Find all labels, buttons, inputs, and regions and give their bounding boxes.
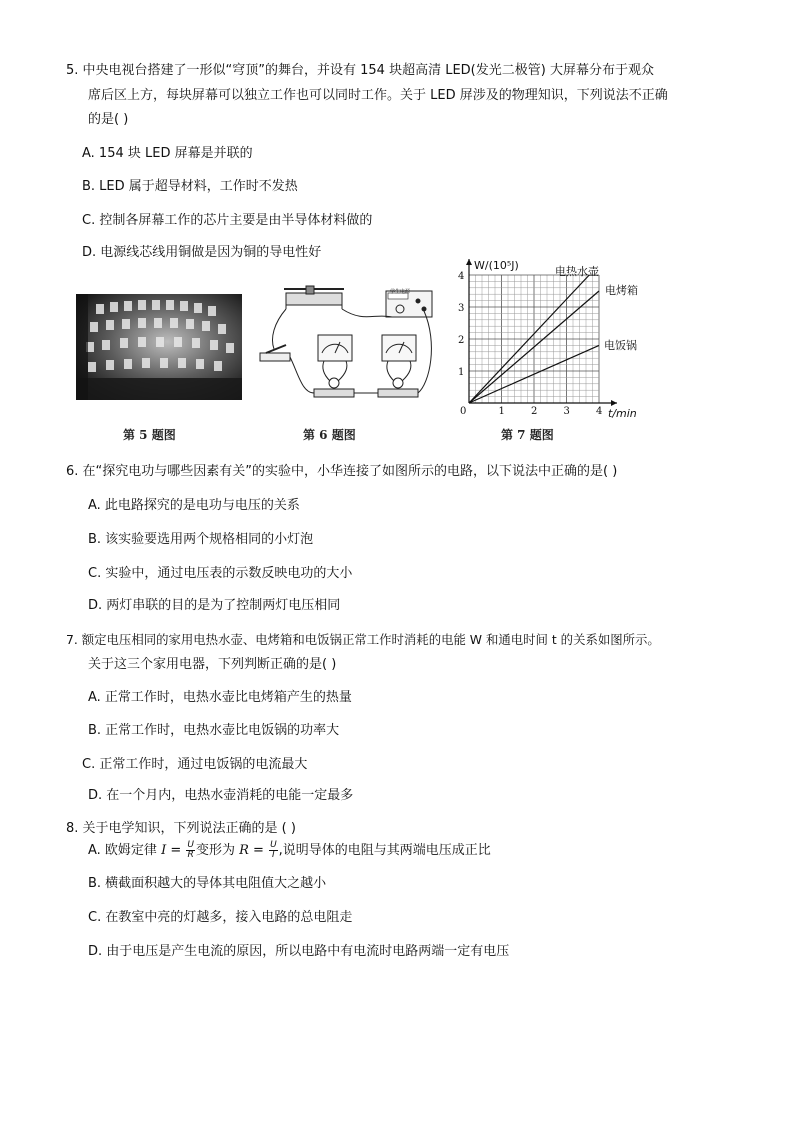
fig7-caption: 第 7 题图 xyxy=(501,428,554,442)
x-tick-label: 0 xyxy=(460,406,467,417)
chart-ylabel: W/(10⁵J) xyxy=(474,259,519,272)
q6-option-b: B. 该实验要选用两个规格相同的小灯泡 xyxy=(88,532,314,547)
q8-a-var-i: I xyxy=(161,843,167,858)
q8-stem: 8. 关于电学知识，下列说法正确的是 ( ) xyxy=(66,821,296,836)
q5-stem-line3: 的是( ) xyxy=(88,112,129,127)
q5-stem-line2: 席后区上方，每块屏幕可以独立工作也可以同时工作。关于 LED 屏涉及的物理知识，下列说法不正确 xyxy=(88,88,668,103)
q6-stem: 6. 在“探究电功与哪些因素有关”的实验中，小华连接了如图所示的电路，以下说法中正确的是( ) xyxy=(66,464,618,479)
chart-series-label-kettle: 电热水壶 xyxy=(555,265,599,278)
q7-option-d: D. 在一个月内，电热水壶消耗的电能一定最多 xyxy=(88,788,354,803)
q8-a-fraction-2 xyxy=(269,841,278,860)
q8-option-b: B. 横截面积越大的导体其电阻值大之越小 xyxy=(88,876,327,891)
chart-series-label-oven: 电烤箱 xyxy=(605,284,638,297)
q8-a-eq2: = xyxy=(248,843,269,858)
x-tick-label: 3 xyxy=(563,406,570,417)
q8-a-eq1: = xyxy=(166,843,186,858)
q8-a-frac1-den: R xyxy=(187,850,194,860)
q8-a-suffix: ,说明导体的电阻与其两端电压成正比 xyxy=(278,843,491,858)
chart-series-label-ricecooker: 电饭锅 xyxy=(604,339,637,352)
q5-option-c: C. 控制各屏幕工作的芯片主要是由半导体材料做的 xyxy=(82,213,373,228)
x-tick-label: 1 xyxy=(498,406,505,417)
q8-option-d: D. 由于电压是产生电流的原因，所以电路中有电流时电路两端一定有电压 xyxy=(88,944,510,959)
q7-option-a: A. 正常工作时，电热水壶比电烤箱产生的热量 xyxy=(88,690,352,705)
q8-option-a xyxy=(88,838,491,864)
fig5-caption: 第 5 题图 xyxy=(123,428,176,442)
q5-option-a: A. 154 块 LED 屏幕是并联的 xyxy=(82,146,253,161)
q8-a-frac2-den: I xyxy=(272,850,275,860)
y-axis-arrow xyxy=(466,259,472,265)
q8-a-mid: 变形为 xyxy=(195,843,240,858)
fig5-stage-photo xyxy=(76,294,242,400)
x-tick-label: 4 xyxy=(596,406,603,417)
x-tick-label: 2 xyxy=(531,406,538,417)
y-tick-label: 1 xyxy=(458,367,465,378)
q5-option-d: D. 电源线芯线用铜做是因为铜的导电性好 xyxy=(82,245,322,260)
q6-option-a: A. 此电路探究的是电功与电压的关系 xyxy=(88,498,300,513)
q7-option-b: B. 正常工作时，电热水壶比电饭锅的功率大 xyxy=(88,723,340,738)
q6-option-d: D. 两灯串联的目的是为了控制两灯电压相同 xyxy=(88,598,341,613)
q6-option-c: C. 实验中，通过电压表的示数反映电功的大小 xyxy=(88,566,353,581)
q8-a-frac2-num: U xyxy=(270,840,277,850)
q7-option-c: C. 正常工作时，通过电饭锅的电流最大 xyxy=(82,757,308,772)
q5-stem-line1: 5. 中央电视台搭建了一形似“穹顶”的舞台，并设有 154 块超高清 LED(发光二极管) 大屏幕分布于观众 xyxy=(66,63,654,78)
q5-option-b: B. LED 属于超导材料，工作时不发热 xyxy=(82,179,298,194)
y-tick-label: 2 xyxy=(458,335,465,346)
q8-a-var-r: R xyxy=(239,843,249,858)
q7-stem-line2: 关于这三个家用电器，下列判断正确的是( ) xyxy=(88,657,337,672)
q7-stem-line1: 7. 额定电压相同的家用电热水壶、电烤箱和电饭锅正常工作时消耗的电能 W 和通电时间 t 的关系如图所示。 xyxy=(66,632,660,647)
chart-xlabel: t/min xyxy=(608,407,637,420)
fig6-caption: 第 6 题图 xyxy=(303,428,356,442)
fig6-power-supply-label: 学生电源 xyxy=(390,289,411,295)
q8-a-frac1-num: U xyxy=(187,840,194,850)
q8-a-fraction-1 xyxy=(186,841,195,860)
q8-a-prefix: A. 欧姆定律 xyxy=(88,843,162,858)
y-tick-label: 4 xyxy=(458,271,465,282)
y-tick-label: 3 xyxy=(458,303,465,314)
fig6-circuit-diagram xyxy=(254,283,439,408)
q8-option-c: C. 在教室中亮的灯越多，接入电路的总电阻走 xyxy=(88,910,353,925)
